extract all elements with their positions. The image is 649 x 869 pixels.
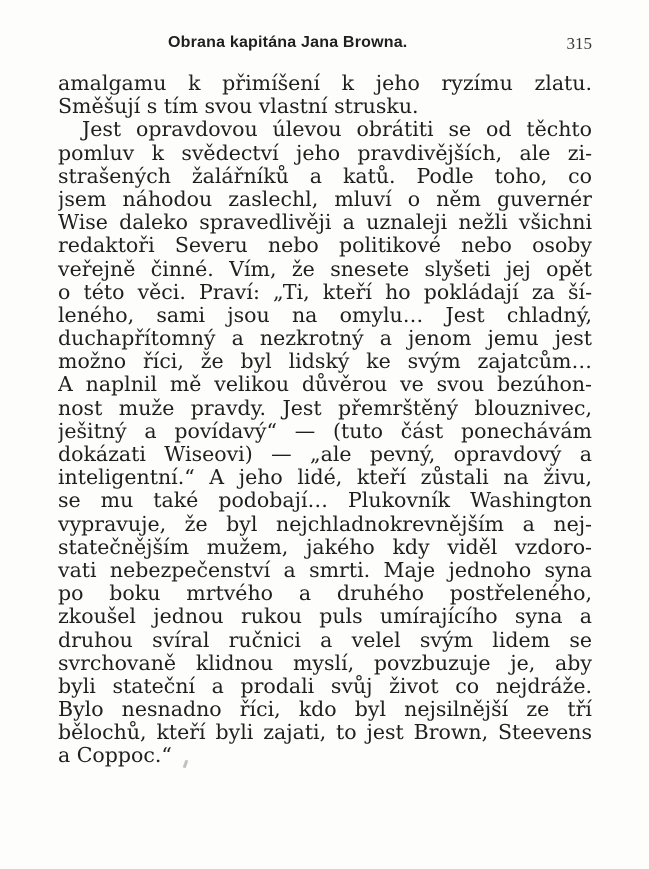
text-line: duchapřítomný a nezkrotný a jenom jemu jest [58,327,592,351]
body-text [58,72,592,768]
text-line: byli stateční a prodali svůj život co nejdráže. [58,674,592,698]
text-line: amalgamu k přimíšení k jeho ryzímu zlatu. [58,72,592,95]
text-line: ješitný a povídavý“ — (tuto část ponechávám [58,419,592,443]
text-line: a Coppoc.“ [58,744,172,768]
text-line: Jest opravdovou úlevou obrátiti se od těchto [82,118,592,142]
page-header [58,34,592,60]
text-line: Bylo nesnadno říci, kdo byl nejsilnější ze tří [58,698,592,722]
text-line: bělochů, kteří byli zajati, to jest Brown, Steevens [58,721,592,745]
text-line: statečnějším mužem, jakého kdy viděl vzdoro- [58,535,592,559]
text-line: veřejně činné. Vím, že snesete slyšeti jej opět [58,257,592,281]
text-line: Směšují s tím svou vlastní strusku. [58,95,419,119]
text-line: o této věci. Praví: „Ti, kteří ho pokládají za ší- [58,280,592,304]
text-line: druhou svíral ručnici a velel svým lidem se [58,628,592,652]
text-line: redaktoři Severu nebo politikové nebo osoby [58,234,592,258]
text-line: vati nebezpečenství a smrti. Maje jednoho syna [58,558,592,582]
text-line: možno říci, že byl lidský ke svým zajatcům… [58,350,592,374]
text-line: leného, sami jsou na omylu… Jest chladný, [58,303,592,327]
text-line: nost muže pravdy. Jest přemrštěný blouznivec, [58,396,592,420]
text-line: A naplnil mě velikou důvěrou ve svou bezúhon- [58,373,592,397]
text-line: se mu také podobají… Plukovník Washington [58,489,592,513]
text-line: inteligentní.“ A jeho lidé, kteří zůstali na živu, [58,466,592,490]
page-number: 315 [566,34,592,53]
text-line: pomluv k svědectví jeho pravdivějších, ale zi- [58,141,592,165]
text-line: vypravuje, že byl nejchladnokrevnějším a nej- [58,512,592,536]
text-line: svrchovaně klidnou myslí, povzbuzuje je, aby [58,651,592,675]
running-title: Obrana kapitána Jana Browna. [168,34,408,51]
text-line: dokázati Wiseovi) — „ale pevný, opravdový a [58,443,592,466]
text-line: zkoušel jednou rukou puls umírajícího syna a [58,605,592,629]
text-line: strašených žalářníků a katů. Podle toho, co [58,164,592,188]
text-line: jsem náhodou zaslechl, mluví o něm guvernér [58,187,592,211]
text-line: Wise daleko spravedlivěji a uznaleji nežli všichni [58,211,592,235]
text-line: po boku mrtvého a druhého postřeleného, [58,582,592,606]
